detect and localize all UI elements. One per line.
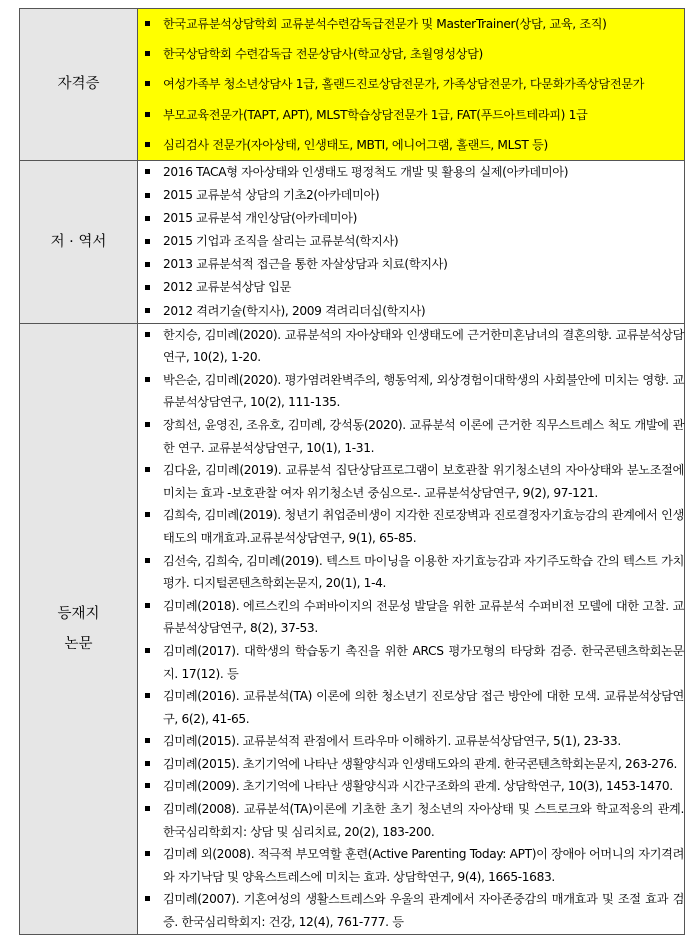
square-bullet-icon	[145, 738, 150, 743]
square-bullet-icon	[145, 169, 150, 174]
publication-item	[138, 161, 684, 184]
paper-list-cell	[138, 323, 685, 934]
publication-item	[138, 230, 684, 253]
publication-item-text: 2012 격려기술(학지사), 2009 격려리더십(학지사)	[163, 303, 426, 318]
paper-item	[138, 775, 684, 798]
paper-item-text: 김선숙, 김희숙, 김미례(2019). 텍스트 마이닝을 이용한 자기효능감과 자기주도학습 간의 텍스트 가치 평가. 디지털콘텐츠학회논문지, 20(1), 1-4.	[163, 553, 684, 591]
square-bullet-icon	[145, 806, 150, 811]
paper-row	[20, 323, 685, 934]
paper-label-line2: 논문	[64, 635, 93, 652]
paper-item	[138, 843, 684, 888]
publication-item-text: 2013 교류분석적 접근을 통한 자살상담과 치료(학지사)	[163, 257, 448, 272]
paper-item	[138, 504, 684, 549]
paper-item-text: 김미례(2015). 초기기억에 나타난 생활양식과 인생태도와의 관계. 한국콘텐츠학회논문지, 263-276.	[163, 756, 678, 771]
square-bullet-icon	[145, 239, 150, 244]
certificate-item-text: 한국교류분석상담학회 교류분석수련감독급전문가 및 MasterTrainer(상담, 교육, 조직)	[163, 17, 607, 31]
square-bullet-icon	[145, 81, 150, 86]
square-bullet-icon	[145, 51, 150, 56]
square-bullet-icon	[145, 693, 150, 698]
certificate-item	[138, 69, 684, 99]
certificate-item-text: 여성가족부 청소년상담사 1급, 홀랜드진로상담전문가, 가족상담전문가, 다문화가족상담전문가	[163, 77, 645, 92]
certificate-item	[138, 130, 684, 160]
square-bullet-icon	[145, 308, 150, 313]
paper-item-text: 김미례(2007). 기혼여성의 생활스트레스와 우울의 관계에서 자아존중감의 매개효과 및 조절 효과 검증. 한국심리학회지: 건강, 12(4), 761-777. 등	[163, 892, 684, 930]
paper-item	[138, 888, 684, 933]
publication-item	[138, 300, 684, 323]
paper-item-text: 김미례(2017). 대학생의 학습동기 촉진을 위한 ARCS 평가모형의 타당화 검증. 한국콘텐츠학회논문지. 17(12). 등	[163, 643, 684, 681]
certificate-label-text: 자격증	[57, 76, 100, 93]
paper-item	[138, 595, 684, 640]
paper-item-text: 김미례(2015). 교류분석적 관점에서 트라우마 이해하기. 교류분석상담연구, 5(1), 23-33.	[163, 734, 621, 749]
paper-item-text: 장희선, 윤영진, 조유호, 김미례, 강석동(2020). 교류분석 이론에 근거한 직무스트레스 척도 개발에 관한 연구. 교류분석상담연구, 10(1), 1-31.	[163, 417, 684, 455]
certificate-list	[138, 9, 684, 160]
publication-item	[138, 184, 684, 207]
square-bullet-icon	[145, 851, 150, 856]
square-bullet-icon	[145, 603, 150, 608]
square-bullet-icon	[145, 21, 150, 26]
certificate-item	[138, 100, 684, 130]
square-bullet-icon	[145, 512, 150, 517]
square-bullet-icon	[145, 216, 150, 221]
paper-label-line1: 등재지	[57, 605, 100, 622]
paper-item-text: 김미례 외(2008). 적극적 부모역할 훈련(Active Parenting Today: APT)이 장애아 어머니의 자기격려와 자기낙담 및 양육스트레스에 미치는 효과. 상담학연구, 9(4), 1665-1683.	[163, 847, 684, 884]
paper-item	[138, 640, 684, 685]
paper-label	[20, 323, 138, 934]
paper-item-text: 김희숙, 김미례(2019). 청년기 취업준비생이 지각한 진로장벽과 진로결정자기효능감의 관계에서 인생태도의 매개효과.교류분석상담연구, 9(1), 65-85.	[163, 508, 684, 545]
paper-item-text: 김다윤, 김미례(2019). 교류분석 집단상담프로그램이 보호관찰 위기청소년의 자아상태와 분노조절에 미치는 효과 -보호관찰 여자 위기청소년 중심으로-. 교류분석상담연구, 9(2), 97-121.	[163, 463, 684, 500]
paper-item	[138, 550, 684, 595]
paper-item	[138, 753, 684, 776]
square-bullet-icon	[145, 377, 150, 382]
paper-item	[138, 730, 684, 753]
square-bullet-icon	[145, 285, 150, 290]
publication-item-text: 2012 교류분석상담 입문	[163, 280, 292, 295]
publication-row	[20, 160, 685, 323]
certificate-label	[20, 9, 138, 161]
paper-list	[138, 324, 684, 934]
square-bullet-icon	[145, 761, 150, 766]
certificate-item	[138, 39, 684, 69]
certificate-item	[138, 9, 684, 39]
paper-item-text: 박은순, 김미례(2020). 평가염려완벽주의, 행동억제, 외상경험이대학생의 사회불안에 미치는 영향. 교류분석상담연구, 10(2), 111-135.	[163, 372, 684, 410]
paper-item-text: 김미례(2016). 교류분석(TA) 이론에 의한 청소년기 진로상담 접근 방안에 대한 모색. 교류분석상담연구, 6(2), 41-65.	[163, 689, 684, 726]
publication-item	[138, 276, 684, 299]
publication-item-text: 2015 교류분석 상담의 기초2(아카데미아)	[163, 188, 380, 203]
publication-list	[138, 161, 684, 323]
paper-item-text: 김미례(2018). 에르스킨의 수퍼바이지의 전문성 발달을 위한 교류분석 수퍼비전 모델에 대한 고찰. 교류분석상담연구, 8(2), 37-53.	[163, 598, 684, 636]
publication-item	[138, 207, 684, 230]
square-bullet-icon	[145, 422, 150, 427]
square-bullet-icon	[145, 896, 150, 901]
certificate-list-cell	[138, 9, 685, 161]
paper-item-text: 한지승, 김미례(2020). 교류분석의 자아상태와 인생태도에 근거한미혼남녀의 결혼의향. 교류분석상담연구, 10(2), 1-20.	[163, 327, 684, 365]
paper-item	[138, 369, 684, 414]
paper-item	[138, 414, 684, 459]
publication-label-text: 저 · 역서	[50, 233, 107, 250]
square-bullet-icon	[145, 467, 150, 472]
square-bullet-icon	[145, 783, 150, 788]
paper-item	[138, 685, 684, 730]
paper-item-text: 김미례(2008). 교류분석(TA)이론에 기초한 초기 청소년의 자아상태 및 스트로크와 학교적응의 관계. 한국심리학회지: 상담 및 심리치료, 20(2), 183-200.	[163, 802, 684, 839]
paper-item-text: 김미례(2009). 초기기억에 나타난 생활양식과 시간구조화의 관계. 상담학연구, 10(3), 1453-1470.	[163, 779, 673, 794]
square-bullet-icon	[145, 262, 150, 267]
square-bullet-icon	[145, 142, 150, 147]
square-bullet-icon	[145, 193, 150, 198]
square-bullet-icon	[145, 648, 150, 653]
square-bullet-icon	[145, 558, 150, 563]
publication-item-text: 2015 교류분석 개인상담(아카데미아)	[163, 211, 357, 226]
publication-label	[20, 160, 138, 323]
resume-table	[19, 8, 685, 935]
certificate-item-text: 부모교육전문가(TAPT, APT), MLST학습상담전문가 1급, FAT(푸드아트테라피) 1급	[163, 107, 588, 122]
certificate-row	[20, 9, 685, 161]
certificate-item-text: 심리검사 전문가(자아상태, 인생태도, MBTI, 에니어그램, 홀랜드, MLST 등)	[163, 137, 548, 152]
certificate-item-text: 한국상담학회 수련감독급 전문상담사(학교상담, 초월영성상담)	[163, 47, 483, 62]
square-bullet-icon	[145, 112, 150, 117]
publication-item	[138, 253, 684, 276]
paper-item	[138, 324, 684, 369]
paper-item	[138, 459, 684, 504]
square-bullet-icon	[145, 332, 150, 337]
publication-item-text: 2015 기업과 조직을 살리는 교류분석(학지사)	[163, 234, 399, 249]
publication-item-text: 2016 TACA형 자아상태와 인생태도 평정척도 개발 및 활용의 실제(아카데미아)	[163, 164, 569, 179]
publication-list-cell	[138, 160, 685, 323]
paper-item	[138, 798, 684, 843]
